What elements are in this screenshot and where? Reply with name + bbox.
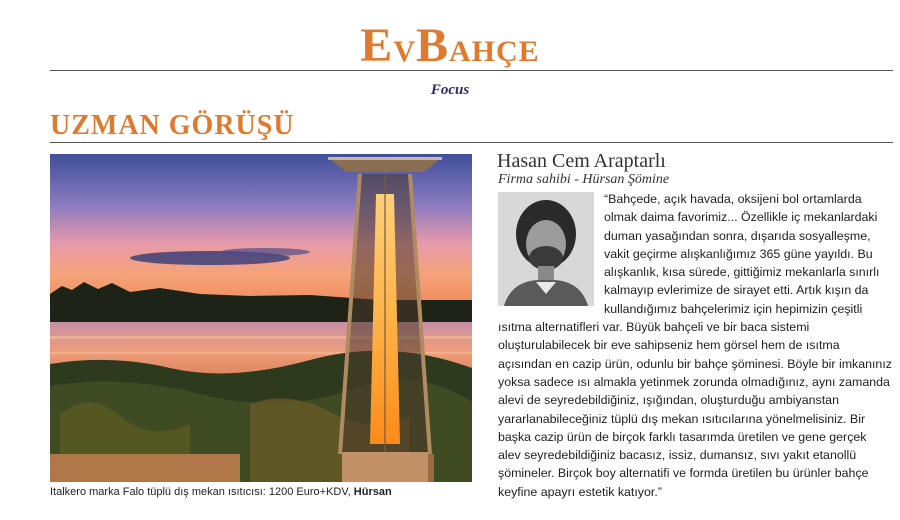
patio-heater-illustration	[50, 154, 472, 482]
patio-heater-photo	[50, 154, 472, 482]
section-divider	[50, 142, 893, 143]
caption-text: Italkero marka Falo tüplü dış mekan ısıtıcısı: 1200 Euro+KDV,	[50, 486, 351, 498]
masthead-rest-v: V	[393, 35, 416, 68]
author-name: Hasan Cem Araptarlı	[497, 150, 666, 172]
masthead-initial-b: B	[415, 19, 449, 72]
article-body	[498, 190, 892, 501]
article-text: “Bahçede, açık havada, oksijeni bol ortamlarda olmak daima favorimiz... Özellikle iç mekanlardaki duman yasağından sonra, dışarıda sosyalleşme, vakit geçirme alışkanlığımız 365 güne yayıldı. Bu alışkanlık, kısa sürede, gittiğimiz mekanlarla sınırlı kalmayıp evlerimize de sirayet etti. Artık kışın da kullandığımız bahçelerimiz için hepimizin çeşitli ısıtma alternatifleri var. Büyük bahçeli ve bir baca sistemi oluşturulabilecek bir eve sahipseniz hem görsel hem de ısıtma açısından en cazip ürün, odunlu bir bahçe şöminesi. Böyle bir imkanınız yoksa sadece ısı almakla yetinmek zorunda olmadığınız, aynı zamanda alevi de seyredebildiğiniz, ışığından, oluşturduğu ambiyanstan yararlanabileceğiniz tüplü dış mekan ısıtıcılarına yönelmelisiniz. Bir başka cazip ürün de birçok farklı tasarımda üretilen ve gene gerçek alev seyredebildiğiniz bacasız, issiz, dumansız, sıvı yakıt etanollü şömineler. Birçok boy alternatifi ve formda üretilen bu ürünler bahçe keyfine apayrı estetik katıyor.”	[498, 192, 892, 499]
focus-label: Focus	[430, 82, 470, 98]
magazine-masthead	[0, 18, 900, 73]
portrait-spacer	[498, 190, 604, 308]
masthead-rest-ahce: AHÇE	[449, 35, 540, 68]
author-role: Firma sahibi - Hürsan Şömine	[498, 172, 670, 187]
masthead-initial-e: E	[360, 19, 394, 72]
section-title: UZMAN GÖRÜŞÜ	[50, 110, 295, 141]
photo-caption	[50, 486, 480, 498]
top-divider	[50, 70, 893, 71]
caption-brand: Hürsan	[353, 486, 392, 498]
